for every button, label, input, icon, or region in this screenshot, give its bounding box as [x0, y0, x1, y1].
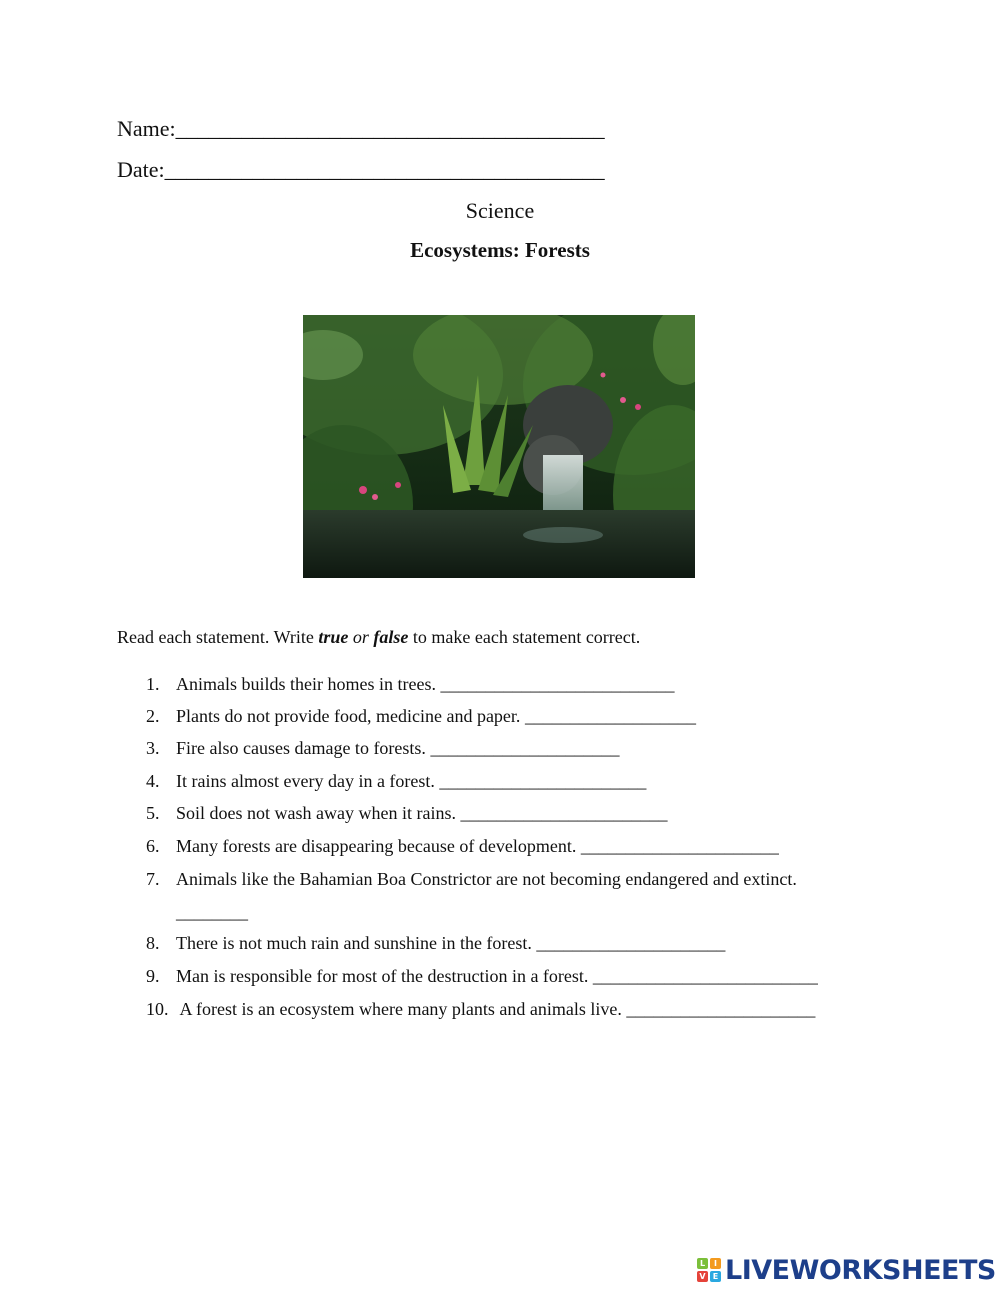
- question-item: [146, 836, 779, 857]
- name-field: [117, 116, 605, 142]
- date-field: [117, 157, 605, 183]
- true-keyword: true: [318, 627, 349, 647]
- question-number: 6.: [146, 836, 160, 856]
- question-number: 10.: [146, 999, 169, 1019]
- answer-blank[interactable]: ______________________: [580, 836, 779, 856]
- or-keyword: or: [348, 627, 374, 647]
- logo-letter: V: [697, 1271, 708, 1282]
- question-text: Man is responsible for most of the destruction in a forest.: [176, 966, 593, 986]
- answer-blank[interactable]: _____________________: [430, 738, 620, 758]
- instructions-text-1: Read each statement. Write: [117, 627, 319, 647]
- question-text: Many forests are disappearing because of development.: [176, 836, 581, 856]
- liveworksheets-logo[interactable]: [697, 1255, 996, 1285]
- instructions-text-2: to make each statement correct.: [408, 627, 641, 647]
- question-text: Plants do not provide food, medicine and paper.: [176, 706, 525, 726]
- question-number: 3.: [146, 738, 160, 758]
- question-text: A forest is an ecosystem where many plants and animals live.: [176, 999, 627, 1019]
- logo-letter: E: [710, 1271, 721, 1282]
- logo-letter: L: [697, 1258, 708, 1269]
- logo-text: LIVEWORKSHEETS: [725, 1254, 996, 1286]
- question-text: It rains almost every day in a forest.: [176, 771, 440, 791]
- date-label: Date:: [117, 157, 165, 182]
- question-text: Animals like the Bahamian Boa Constrictor are not becoming endangered and extinct.: [176, 869, 797, 889]
- question-number: 1.: [146, 674, 160, 694]
- question-item: [146, 869, 797, 890]
- page-title: Ecosystems: Forests: [410, 238, 590, 262]
- question-number: 4.: [146, 771, 160, 791]
- answer-blank[interactable]: _______________________: [439, 771, 647, 791]
- question-text: Animals builds their homes in trees.: [176, 674, 441, 694]
- question-number: 9.: [146, 966, 160, 986]
- answer-blank[interactable]: _____________________: [536, 933, 726, 953]
- answer-blank[interactable]: __________________________: [440, 674, 675, 694]
- question-text: There is not much rain and sunshine in the forest.: [176, 933, 537, 953]
- date-blank[interactable]: ________________________________________: [164, 157, 605, 182]
- question-item: [146, 999, 815, 1020]
- question-item: [146, 966, 818, 987]
- question-number: 8.: [146, 933, 160, 953]
- false-keyword: false: [373, 627, 409, 647]
- name-label: Name:: [117, 116, 176, 141]
- question-item: [146, 771, 646, 792]
- forest-waterfall-photo: [303, 315, 695, 578]
- subject-heading: Science: [465, 198, 535, 223]
- question-item: [146, 803, 667, 824]
- answer-blank[interactable]: _______________________: [460, 803, 668, 823]
- answer-blank[interactable]: ________: [176, 902, 248, 922]
- logo-letter: I: [710, 1258, 721, 1269]
- answer-blank[interactable]: ___________________: [524, 706, 696, 726]
- question-text: Soil does not wash away when it rains.: [176, 803, 461, 823]
- answer-blank[interactable]: _________________________: [592, 966, 818, 986]
- question-item-blank-line: [176, 902, 248, 923]
- question-item: [146, 933, 725, 954]
- question-item: [146, 706, 696, 727]
- question-text: Fire also causes damage to forests.: [176, 738, 431, 758]
- question-number: 5.: [146, 803, 160, 823]
- question-number: 7.: [146, 869, 160, 889]
- question-number: 2.: [146, 706, 160, 726]
- name-blank[interactable]: _______________________________________: [175, 116, 605, 141]
- question-item: [146, 674, 674, 695]
- answer-blank[interactable]: _____________________: [626, 999, 816, 1019]
- logo-blocks-icon: [697, 1258, 721, 1282]
- question-item: [146, 738, 619, 759]
- instructions: [117, 627, 640, 648]
